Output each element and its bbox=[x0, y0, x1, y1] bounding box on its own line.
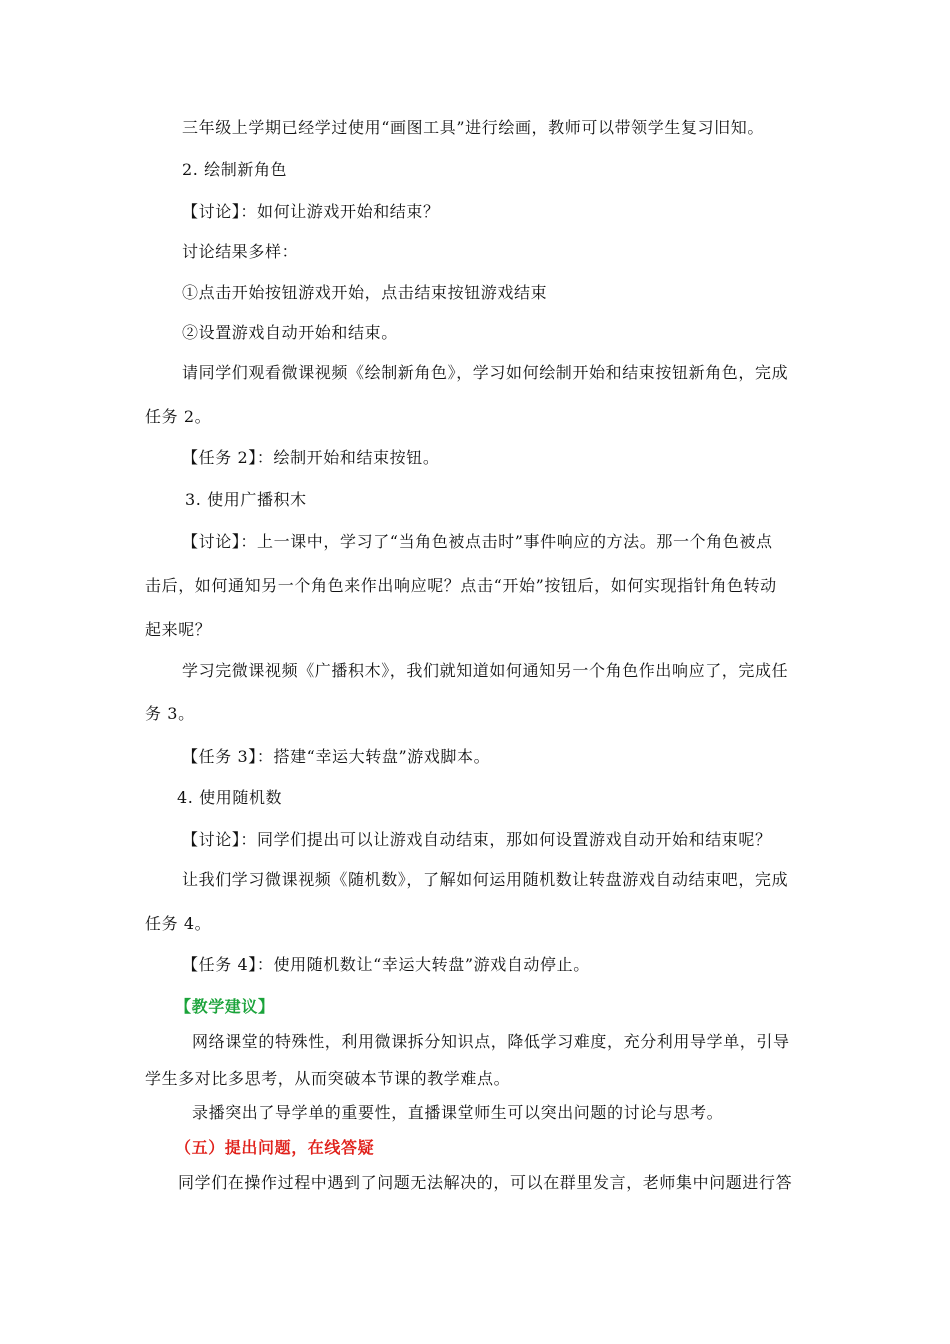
paragraph-line: 讨论结果多样： bbox=[182, 242, 299, 261]
list-item: ①点击开始按钮游戏开始，点击结束按钮游戏结束 bbox=[182, 283, 548, 302]
section-heading: 2. 绘制新角色 bbox=[182, 160, 288, 179]
paragraph-line: 起来呢？ bbox=[145, 620, 212, 639]
teaching-advice-heading: 【教学建议】 bbox=[175, 997, 275, 1016]
paragraph-line: 学习完微课视频《广播积木》，我们就知道如何通知另一个角色作出响应了，完成任 bbox=[182, 661, 789, 680]
paragraph-line: 务 3。 bbox=[145, 704, 195, 723]
paragraph-line: 任务 4。 bbox=[145, 914, 212, 933]
discussion-line: 【讨论】：同学们提出可以让游戏自动结束，那如何设置游戏自动开始和结束呢？ bbox=[182, 830, 772, 849]
list-item: ②设置游戏自动开始和结束。 bbox=[182, 323, 398, 342]
paragraph-line: 三年级上学期已经学过使用“画图工具”进行绘画，教师可以带领学生复习旧知。 bbox=[182, 118, 764, 137]
paragraph-line: 录播突出了导学单的重要性，直播课堂师生可以突出问题的讨论与思考。 bbox=[192, 1103, 724, 1122]
section-heading: 3. 使用广播积木 bbox=[185, 490, 307, 509]
paragraph-line: 网络课堂的特殊性，利用微课拆分知识点，降低学习难度，充分利用导学单，引导 bbox=[192, 1032, 790, 1051]
discussion-line: 【讨论】：上一课中，学习了“当角色被点击时”事件响应的方法。那一个角色被点 bbox=[182, 532, 773, 551]
paragraph-line: 同学们在操作过程中遇到了问题无法解决的，可以在群里发言，老师集中问题进行答 bbox=[178, 1173, 793, 1192]
task-line: 【任务 2】：绘制开始和结束按钮。 bbox=[182, 448, 440, 467]
paragraph-line: 学生多对比多思考，从而突破本节课的教学难点。 bbox=[145, 1069, 511, 1088]
discussion-line: 【讨论】：如何让游戏开始和结束？ bbox=[182, 202, 440, 221]
task-line: 【任务 3】：搭建“幸运大转盘”游戏脚本。 bbox=[182, 747, 491, 766]
section-five-heading: （五）提出问题，在线答疑 bbox=[175, 1138, 375, 1157]
paragraph-line: 任务 2。 bbox=[145, 407, 212, 426]
paragraph-line: 让我们学习微课视频《随机数》，了解如何运用随机数让转盘游戏自动结束吧，完成 bbox=[182, 870, 789, 889]
paragraph-line: 请同学们观看微课视频《绘制新角色》，学习如何绘制开始和结束按钮新角色，完成 bbox=[182, 363, 789, 382]
section-heading: 4. 使用随机数 bbox=[177, 788, 283, 807]
paragraph-line: 击后，如何通知另一个角色来作出响应呢？点击“开始”按钮后，如何实现指针角色转动 bbox=[145, 576, 777, 595]
task-line: 【任务 4】：使用随机数让“幸运大转盘”游戏自动停止。 bbox=[182, 955, 590, 974]
